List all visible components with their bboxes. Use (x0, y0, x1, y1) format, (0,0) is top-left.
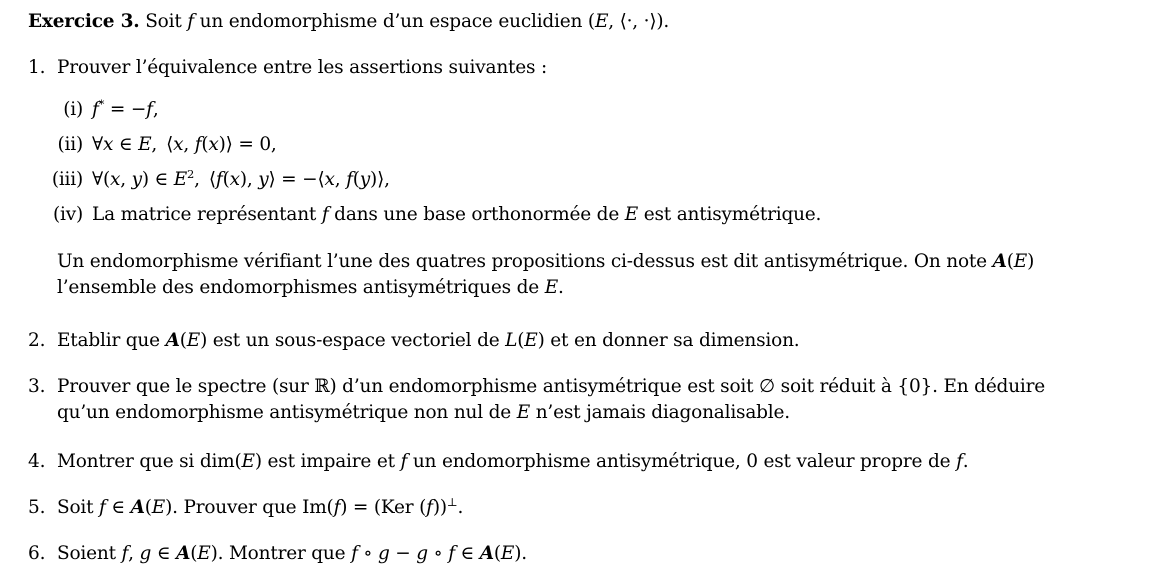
assertion-text: ∀x ∈ E, ⟨x, f(x)⟩ = 0, (92, 134, 277, 155)
note-line: Un endomorphisme vérifiant l’une des quatres propositions ci-dessus est dit antisymétrique. On note A(E) (57, 251, 1035, 272)
exercise-item-3 (28, 374, 1153, 426)
item-number: 6. (28, 543, 46, 564)
assertion-label: (ii) (57, 134, 83, 155)
item-content (57, 541, 1153, 567)
assertion-iii (51, 166, 1153, 193)
assertion-label: (i) (63, 99, 83, 120)
assertion-text: f* = −f, (92, 96, 159, 120)
assertion-label: (iv) (52, 204, 83, 225)
item-text: Montrer que si dim(E) est impaire et f un endomorphisme antisymétrique, 0 est valeur propre de f. (57, 451, 969, 472)
note-paragraph (57, 249, 1153, 301)
item-text: Soit f ∈ A(E). Prouver que Im(f) = (Ker (f))⊥. (57, 494, 464, 518)
item-text: Prouver l’équivalence entre les assertions suivantes : (57, 57, 548, 78)
item-text: Prouver que le spectre (sur ℝ) d’un endomorphisme antisymétrique est soit ∅ soit réduit à {0}. En déduire (57, 376, 1046, 397)
assertion-ii (57, 132, 1153, 158)
item-number: 3. (28, 376, 46, 397)
item-text: qu’un endomorphisme antisymétrique non nul de E n’est jamais diagonalisable. (57, 402, 790, 423)
item-number: 5. (28, 497, 46, 518)
item-content (57, 374, 1153, 426)
assertions-list (51, 96, 1153, 228)
exercise-item-2 (28, 328, 1153, 354)
exercise-item-5 (28, 495, 1153, 521)
item-text: Etablir que A(E) est un sous-espace vectoriel de L(E) et en donner sa dimension. (57, 330, 800, 351)
assertion-text: La matrice représentant f dans une base orthonormée de E est antisymétrique. (92, 204, 822, 225)
item-content (57, 449, 1153, 475)
exercise-header: Exercice 3. Soit f un endomorphisme d’un espace euclidien (E, ⟨·, ·⟩). (28, 11, 670, 32)
item-text: Soient f, g ∈ A(E). Montrer que f ∘ g − g ∘ f ∈ A(E). (57, 543, 527, 564)
exercise-item-1 (28, 55, 1153, 301)
assertion-iv (52, 202, 1153, 228)
exercise-item-6 (28, 541, 1153, 567)
item-number: 4. (28, 451, 46, 472)
item-content (51, 55, 1153, 301)
item-number: 2. (28, 330, 46, 351)
item-number: 1. (28, 57, 46, 78)
item-content (57, 495, 1153, 521)
assertion-i (57, 97, 1153, 123)
note-line: l’ensemble des endomorphismes antisymétriques de E. (57, 277, 564, 298)
assertion-text: ∀(x, y) ∈ $E^2$, ⟨f(x), y⟩ = −⟨x, f(y)⟩, (92, 166, 390, 190)
item-content (57, 328, 1153, 354)
exercise-item-4 (28, 449, 1153, 475)
assertion-label: (iii) (51, 169, 83, 190)
